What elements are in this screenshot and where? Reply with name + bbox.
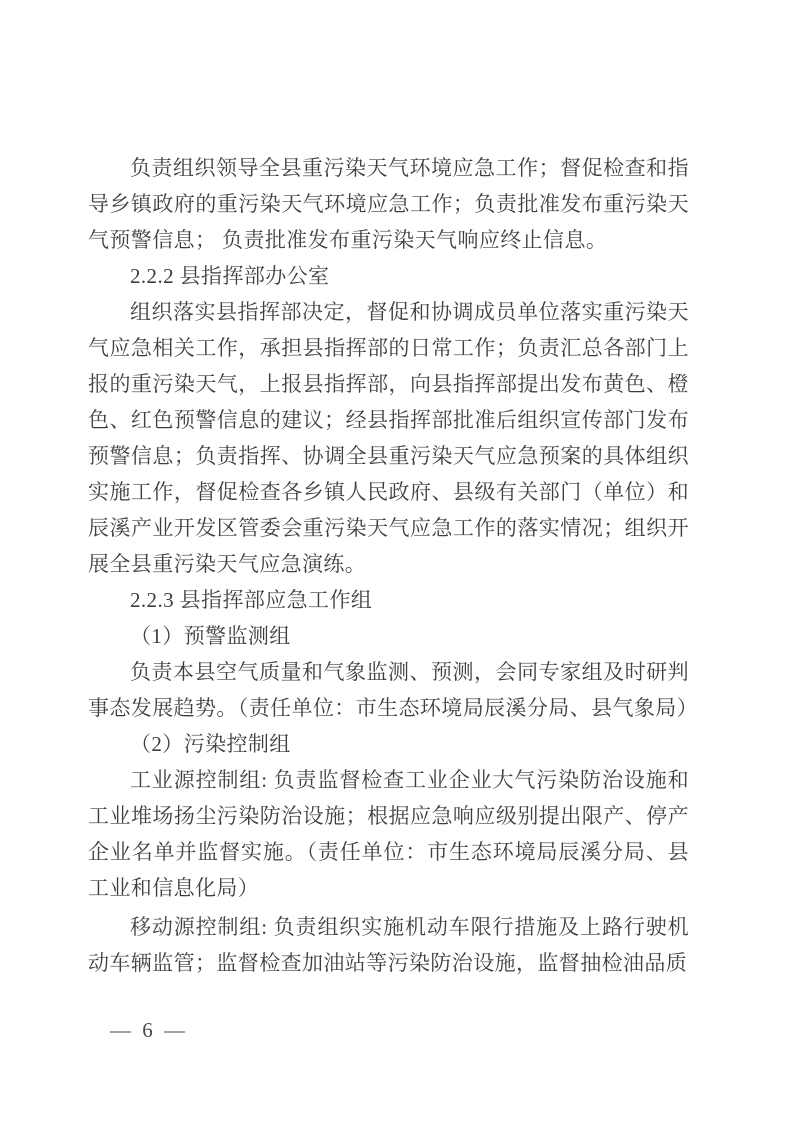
- subheading-pollution-control-group: （2）污染控制组: [130, 732, 291, 756]
- paragraph-office-duties: 组织落实县指挥部决定，督促和协调成员单位落实重污染天气应急相关工作，承担县指挥部的日常工作；负责汇总各部门上报的重污染天气，上报县指挥部，向县指挥部提出发布黄色、橙色、红色预警信息的建议；经县指挥部批准后组织宣传部门发布预警信息；负责指挥、协调全县重污染天气应急预案的具体组织实施工作，督促检查各乡镇人民政府、县级有关部门（单位）和辰溪产业开发区管委会重污染天气应急工作的落实情况；组织开展全县重污染天气应急演练。: [88, 300, 689, 576]
- heading-2-2-3: 2.2.3 县指挥部应急工作组: [130, 588, 373, 612]
- paragraph-mobile-source-control: 移动源控制组: 负责组织实施机动车限行措施及上路行驶机动车辆监管；监督检查加油站等污染防治设施，监督抽检油品质: [88, 915, 689, 975]
- heading-2-2-2: 2.2.2 县指挥部办公室: [130, 264, 330, 288]
- paragraph-industrial-source-control: 工业源控制组: 负责监督检查工业企业大气污染防治设施和工业堆场扬尘污染防治设施；根据应急响应级别提出限产、停产企业名单并监督实施。（责任单位：市生态环境局辰溪分局、县工业和信息化局）: [88, 768, 689, 900]
- paragraph-warning-monitoring-duties: 负责本县空气质量和气象监测、预测，会同专家组及时研判事态发展趋势。（责任单位：市生态环境局辰溪分局、县气象局）: [88, 660, 699, 720]
- page-number: — 6 —: [110, 1018, 188, 1042]
- subheading-warning-monitoring-group: （1）预警监测组: [130, 624, 291, 648]
- paragraph-leadership-duties: 负责组织领导全县重污染天气环境应急工作；督促检查和指导乡镇政府的重污染天气环境应急工作；负责批准发布重污染天气预警信息； 负责批准发布重污染天气响应终止信息。: [88, 156, 689, 252]
- document-body: [88, 150, 699, 981]
